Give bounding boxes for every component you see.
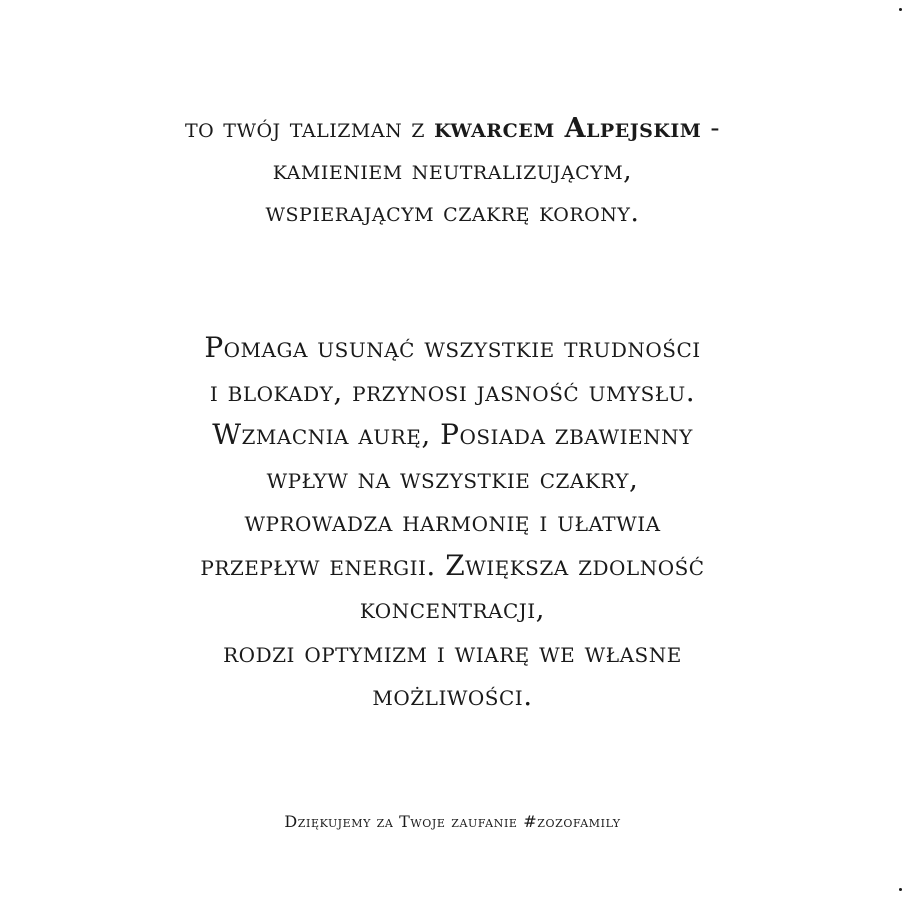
stone-name: kwarcem Alpejskim [434, 113, 702, 144]
corner-dot-top [899, 8, 902, 11]
benefit-line: i blokady, przynosi jasność umysłu. [209, 374, 696, 408]
benefit-line: Wzmacnia aurę, Posiada zbawienny [212, 418, 693, 451]
intro-line-1-prefix: to twój talizman z [184, 113, 435, 144]
benefit-line: wpływ na wszystkie czakry, [266, 461, 639, 495]
intro-line-1-suffix: - [701, 113, 721, 144]
benefit-line: przepływ energii. Zwiększa zdolność [200, 548, 705, 582]
benefit-line: koncentracji, [359, 592, 546, 625]
benefit-line: możliwości. [372, 679, 533, 712]
intro-paragraph [0, 108, 905, 234]
benefit-line: Pomaga usunąć wszystkie trudności [204, 331, 701, 364]
benefit-line: rodzi optymizm i wiarę we własne [223, 635, 682, 669]
benefit-line: wprowadza harmonię i ułatwia [244, 505, 661, 538]
benefits-paragraph [0, 326, 905, 718]
corner-dot-bottom [899, 888, 902, 891]
intro-line-2: kamieniem neutralizującym, [272, 155, 633, 186]
intro-line-3: wspierającym czakrę korony. [265, 197, 640, 228]
thank-you-note: Dziękujemy za Twoje zaufanie #zozofamily [284, 812, 621, 831]
intro-line-1 [0, 108, 905, 150]
